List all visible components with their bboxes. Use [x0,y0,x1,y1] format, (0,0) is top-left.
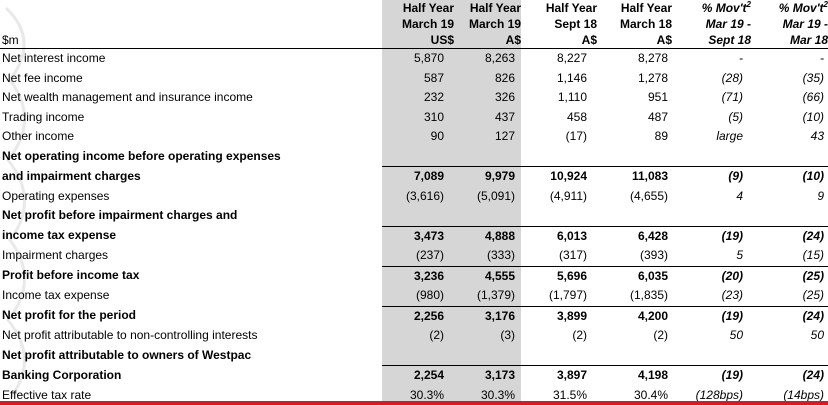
col3-line2: Sept 18 [554,17,597,31]
row-value-col5: (19) [672,366,751,386]
table-row [0,206,828,226]
col5-line2: Mar 19 - [705,17,751,31]
row-value-col1: (237) [415,248,444,262]
row-value-col5: 50 [729,328,743,342]
row-value-col4: 951 [647,90,668,104]
row-value-col2 [454,346,521,366]
col1-line1: Half Year [402,1,454,15]
col4-line2: March 18 [619,17,672,31]
row-value-col3 [521,346,597,366]
row-value-col3: 3,899 [521,306,597,326]
row-value-col6: 50 [810,328,824,342]
row-value-col6: (25) [751,266,828,286]
table-row [0,187,828,207]
row-label: Other income [2,129,75,143]
row-label: Net profit attributable to owners of Westpac [2,347,252,362]
row-value-col3: 10,924 [521,167,597,187]
row-value-col2 [454,147,521,167]
row-label: Operating expenses [2,188,110,203]
row-value-col6: 9 [817,188,824,203]
row-value-col6: (10) [751,167,828,187]
col1-line3: US$ [430,33,454,47]
row-value-col4: (393) [639,248,668,262]
table-row [0,108,828,128]
row-value-col2: 30.3% [480,387,515,402]
table-row [0,49,828,69]
col2-line1: Half Year [469,1,521,15]
row-value-col1: (3,616) [405,188,444,203]
row-label: Net profit attributable to non-controlling interests [2,328,258,342]
row-value-col6: (10) [802,109,824,124]
row-value-col3 [521,147,597,167]
row-value-col3: (317) [558,248,587,262]
row-value-col2: 326 [494,90,515,104]
table-row [0,306,828,326]
row-value-col5: large [716,129,743,143]
row-value-col3: 458 [566,109,587,124]
row-label: Net interest income [2,51,106,65]
row-value-col2 [454,206,521,226]
table-row [0,266,828,286]
table-row [0,346,828,366]
row-value-col2: 3,176 [454,306,521,326]
row-label: Effective tax rate [2,387,92,402]
row-value-col6: (15) [802,248,824,262]
col2-line2: March 19 [468,17,521,31]
row-value-col4: 4,200 [597,306,672,326]
row-value-col1: 3,236 [382,266,454,286]
accent-bar [0,401,828,405]
table-row [0,127,828,147]
row-value-col2: 4,888 [454,226,521,246]
row-value-col6: (24) [751,306,828,326]
table-row [0,246,828,266]
table-row [0,286,828,306]
row-value-col4: 6,428 [597,226,672,246]
row-value-col4: (4,655) [629,188,668,203]
row-value-col6: (14bps) [783,387,824,402]
table-row [0,167,828,187]
row-value-col4: (1,835) [629,288,668,302]
row-label: Net operating income before operating expenses [2,148,281,163]
row-label: and impairment charges [2,168,141,183]
row-label: Banking Corporation [2,367,122,382]
row-value-col6: (66) [802,90,824,104]
row-value-col3: (1,797) [548,288,587,302]
row-value-col4: 6,035 [597,266,672,286]
row-value-col2: 8,263 [484,51,515,65]
row-value-col5 [672,346,751,366]
row-value-col1: (2) [429,328,444,342]
row-value-col1 [382,206,454,226]
row-label: Net wealth management and insurance income [2,90,253,104]
row-value-col3: 5,696 [521,266,597,286]
table-row [0,69,828,89]
row-value-col1: 310 [423,109,444,124]
row-value-col4: 89 [654,129,668,143]
row-value-col3: 3,897 [521,366,597,386]
row-value-col6: (25) [802,288,824,302]
table-row [0,326,828,346]
table-row [0,366,828,386]
table-row [0,226,828,246]
row-value-col3: 1,146 [556,70,587,85]
col5-line3: Sept 18 [708,33,751,47]
row-value-col3: (2) [572,328,587,342]
row-value-col4: 1,278 [637,70,668,85]
row-value-col2: 3,173 [454,366,521,386]
col6-line1: % $Mov't^2$ [778,0,828,15]
col4-line1: Half Year [620,1,672,15]
row-value-col6 [751,147,828,167]
row-value-col4 [597,206,672,226]
col3-line1: Half Year [545,1,597,15]
row-value-col2: (5,091) [476,188,515,203]
row-value-col3: 8,227 [556,51,587,65]
row-value-col5: (20) [672,266,751,286]
row-value-col1: (980) [415,288,444,302]
row-value-col6: 43 [810,129,824,143]
row-value-col3: 31.5% [552,387,587,402]
row-value-col5: 5 [736,248,743,262]
col6-line2: Mar 19 - [782,17,828,31]
row-label: Net profit for the period [2,308,136,323]
col5-line1: % $Mov't^2$ [701,0,751,15]
col2-line3: A$ [505,33,521,47]
header-row-2 [0,16,828,32]
row-value-col4: (2) [653,328,668,342]
row-value-col4: 30.4% [633,387,668,402]
row-value-col5: (23) [721,288,743,302]
row-value-col6: (24) [751,226,828,246]
row-value-col5: (9) [672,167,751,187]
table-row [0,88,828,108]
row-value-col2: 127 [494,129,515,143]
row-value-col2: 9,979 [454,167,521,187]
header-row-3 [0,32,828,49]
row-value-col4 [597,346,672,366]
row-value-col1 [382,147,454,167]
row-value-col1: 7,089 [382,167,454,187]
row-label: Trading income [2,109,85,124]
col3-line3: A$ [581,33,597,47]
row-value-col5 [672,206,751,226]
row-value-col1: 90 [430,129,444,143]
row-value-col5: (19) [672,306,751,326]
row-value-col4: 4,198 [597,366,672,386]
row-label: Net fee income [2,70,83,85]
row-value-col2: (3) [500,328,515,342]
row-value-col1 [382,346,454,366]
row-value-col6: - [820,51,824,65]
table-row [0,147,828,167]
table-body [0,49,828,405]
row-value-col1: 3,473 [382,226,454,246]
row-value-col1: 30.3% [409,387,444,402]
col1-line2: March 19 [401,17,454,31]
col6-line3: Mar 18 [789,33,828,47]
row-value-col6: (24) [751,366,828,386]
row-value-col5: (28) [721,70,743,85]
row-value-col2: 826 [494,70,515,85]
row-value-col4: 487 [647,109,668,124]
row-label: Income tax expense [2,288,110,303]
unit-label: $m [2,33,19,47]
row-value-col4: 8,278 [637,51,668,65]
row-value-col2: 437 [494,109,515,124]
row-label: Profit before income tax [2,268,140,283]
row-value-col3 [521,206,597,226]
col4-line3: A$ [656,33,672,47]
row-value-col5: 4 [736,188,743,203]
row-value-col5: (19) [672,226,751,246]
row-value-col2: (333) [486,248,515,262]
row-value-col5: (71) [721,90,743,104]
row-value-col3: (17) [565,129,587,143]
row-value-col6 [751,206,828,226]
row-value-col1: 5,870 [413,51,444,65]
row-value-col6: (35) [802,70,824,85]
row-value-col5: (128bps) [695,387,743,402]
row-value-col5: - [739,51,743,65]
row-value-col1: 232 [423,90,444,104]
row-value-col3: (4,911) [549,188,587,203]
row-value-col2: (1,379) [476,288,515,302]
row-value-col4 [597,147,672,167]
row-value-col3: 1,110 [557,90,587,104]
row-label: Net profit before impairment charges and [2,208,238,223]
row-value-col4: 11,083 [597,167,672,187]
row-value-col5 [672,147,751,167]
row-value-col5: (5) [728,109,743,124]
row-label: income tax expense [2,228,117,243]
row-value-col2: 4,555 [454,266,521,286]
row-label: Impairment charges [2,248,109,263]
header-row-1 [0,0,828,16]
row-value-col1: 2,256 [382,306,454,326]
row-value-col1: 587 [423,70,444,85]
row-value-col6 [751,346,828,366]
row-value-col3: 6,013 [521,226,597,246]
row-value-col1: 2,254 [382,366,454,386]
